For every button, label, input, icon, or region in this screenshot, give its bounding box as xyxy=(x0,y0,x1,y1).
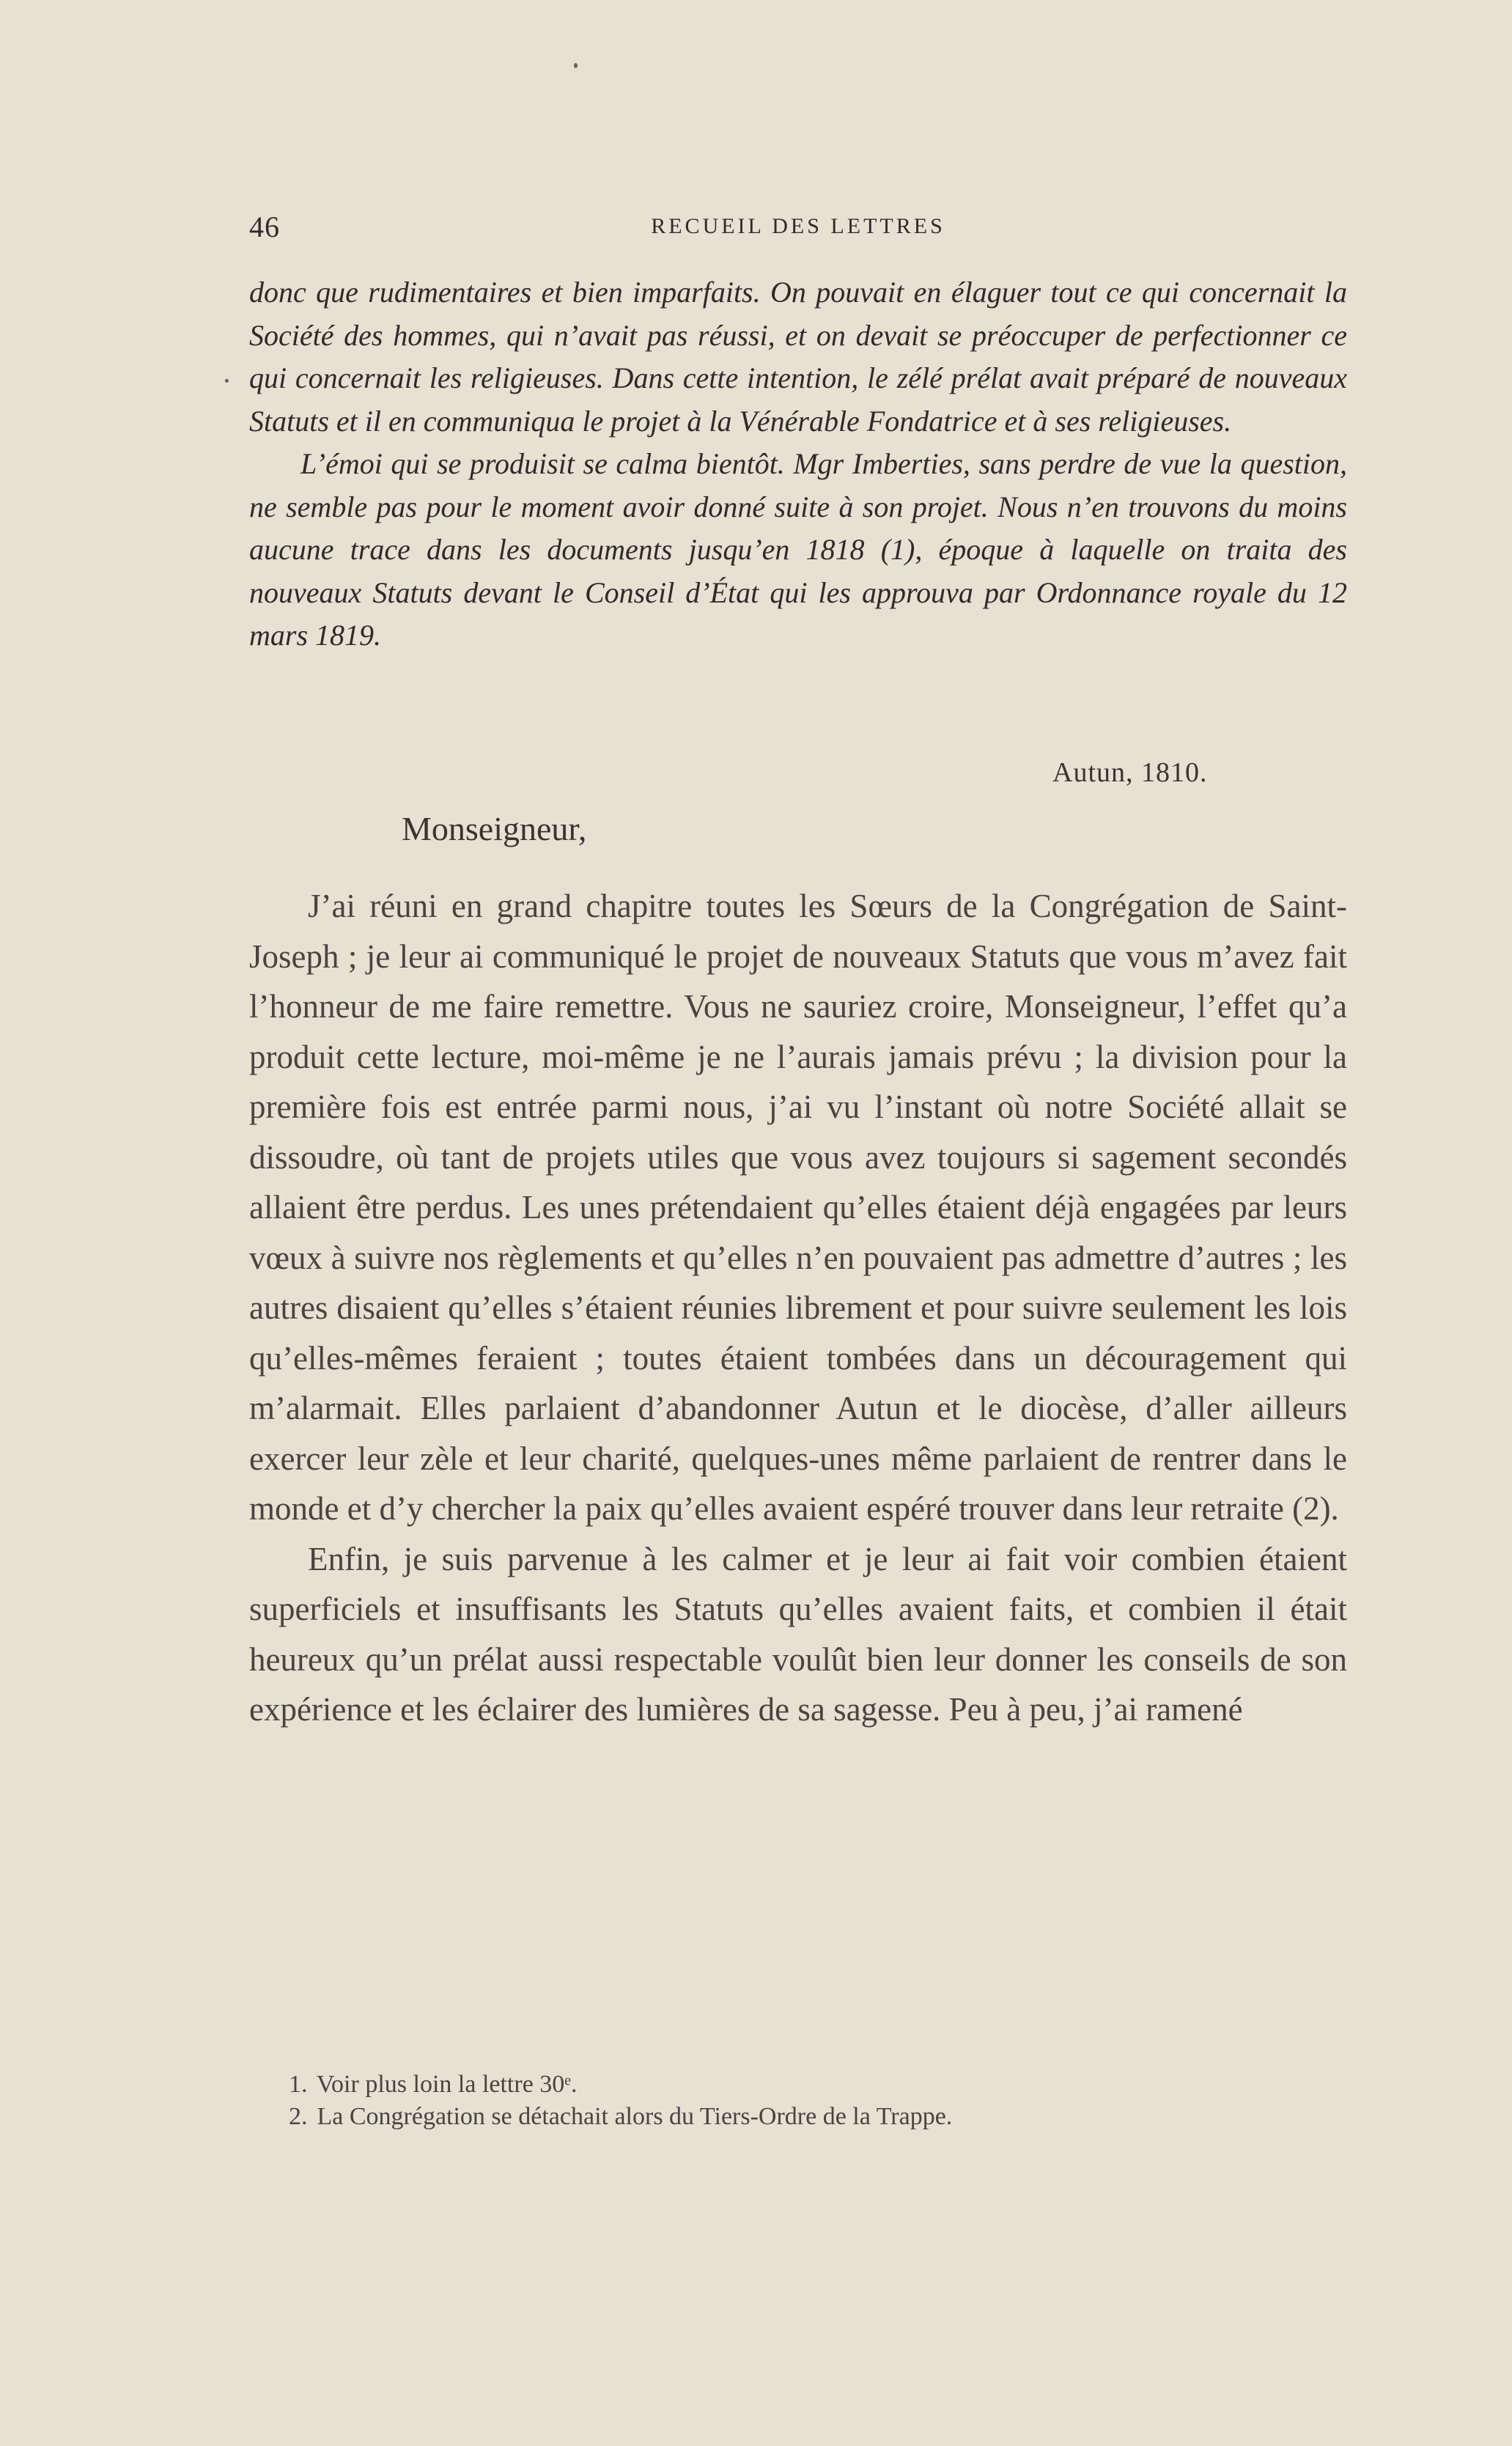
letter-paragraph: J’ai réuni en grand chapitre toutes les Sœurs de la Congrégation de Saint-Joseph ; je leur ai communiqué le projet de nouveaux Statuts que vous m’avez fait l’honneur de me faire remettre. Vous ne sauriez croire, Monseigneur, l’effet qu’a produit cette lecture, moi-même je ne l’aurais jamais prévu ; la division pour la première fois est entrée parmi nous, j’ai vu l’instant où notre Société allait se dissoudre, où tant de projets utiles que vous avez toujours si sagement secondés allaient être perdus. Les unes prétendaient qu’elles étaient déjà engagées par leurs vœux à suivre nos règlements et qu’elles n’en pouvaient pas admettre d’autres ; les autres disaient qu’elles s’étaient réunies librement et pour suivre seulement les lois qu’elles-mêmes feraient ; toutes étaient tombées dans un découragement qui m’alarmait. Elles parlaient d’abandonner Autun et le diocèse, d’aller ailleurs exercer leur zèle et leur charité, quelques-unes même parlaient de rentrer dans le monde et d’y chercher la paix qu’elles avaient espéré trouver dans leur retraite (2). xyxy=(249,888,1347,1527)
intro-text xyxy=(249,271,1347,657)
paper-speck xyxy=(225,379,229,383)
footnotes xyxy=(249,2069,1347,2133)
footnote xyxy=(289,2101,1347,2133)
footnote-number: 2. xyxy=(289,2103,308,2130)
letter-body xyxy=(249,881,1347,1735)
running-title: RECUEIL DES LETTRES xyxy=(651,214,945,238)
letter-salutation: Monseigneur, xyxy=(402,810,587,847)
page-header xyxy=(249,210,1347,242)
paper-speck xyxy=(574,63,578,68)
letter-paragraph: Enfin, je suis parvenue à les calmer et je leur ai fait voir combien étaient superficiels et insuffisants les Statuts qu’elles avaient faits, et combien il était heureux qu’un prélat aussi respectable voulût bien leur donner les conseils de son expérience et les éclairer des lumières de sa sagesse. Peu à peu, j’ai ramené xyxy=(249,1540,1347,1728)
footnote-number: 1. xyxy=(289,2071,308,2098)
page-number: 46 xyxy=(249,210,280,243)
footnote-text: Voir plus loin la lettre 30ᵉ. xyxy=(316,2071,578,2098)
intro-paragraph: donc que rudimentaires et bien imparfaits. On pouvait en élaguer tout ce qui concernait la Société des hommes, qui n’avait pas réussi, et on devait se préoccuper de perfectionner ce qui concernait les religieuses. Dans cette intention, le zélé prélat avait préparé de nouveaux Statuts et il en communiqua le projet à la Vénérable Fondatrice et à ses religieuses. xyxy=(249,276,1347,438)
footnote-text: La Congrégation se détachait alors du Tiers-Ordre de la Trappe. xyxy=(317,2103,953,2130)
letter-dateline: Autun, 1810. xyxy=(1052,757,1208,788)
intro-paragraph: L’émoi qui se produisit se calma bientôt. Mgr Imberties, sans perdre de vue la question, ne semble pas pour le moment avoir donné suite à son projet. Nous n’en trouvons du moins aucune trace dans les documents jusqu’en 1818 (1), époque à laquelle on traita des nouveaux Statuts devant le Conseil d’État qui les approuva par Ordonnance royale du 12 mars 1819. xyxy=(249,447,1347,652)
footnote xyxy=(289,2069,1347,2101)
